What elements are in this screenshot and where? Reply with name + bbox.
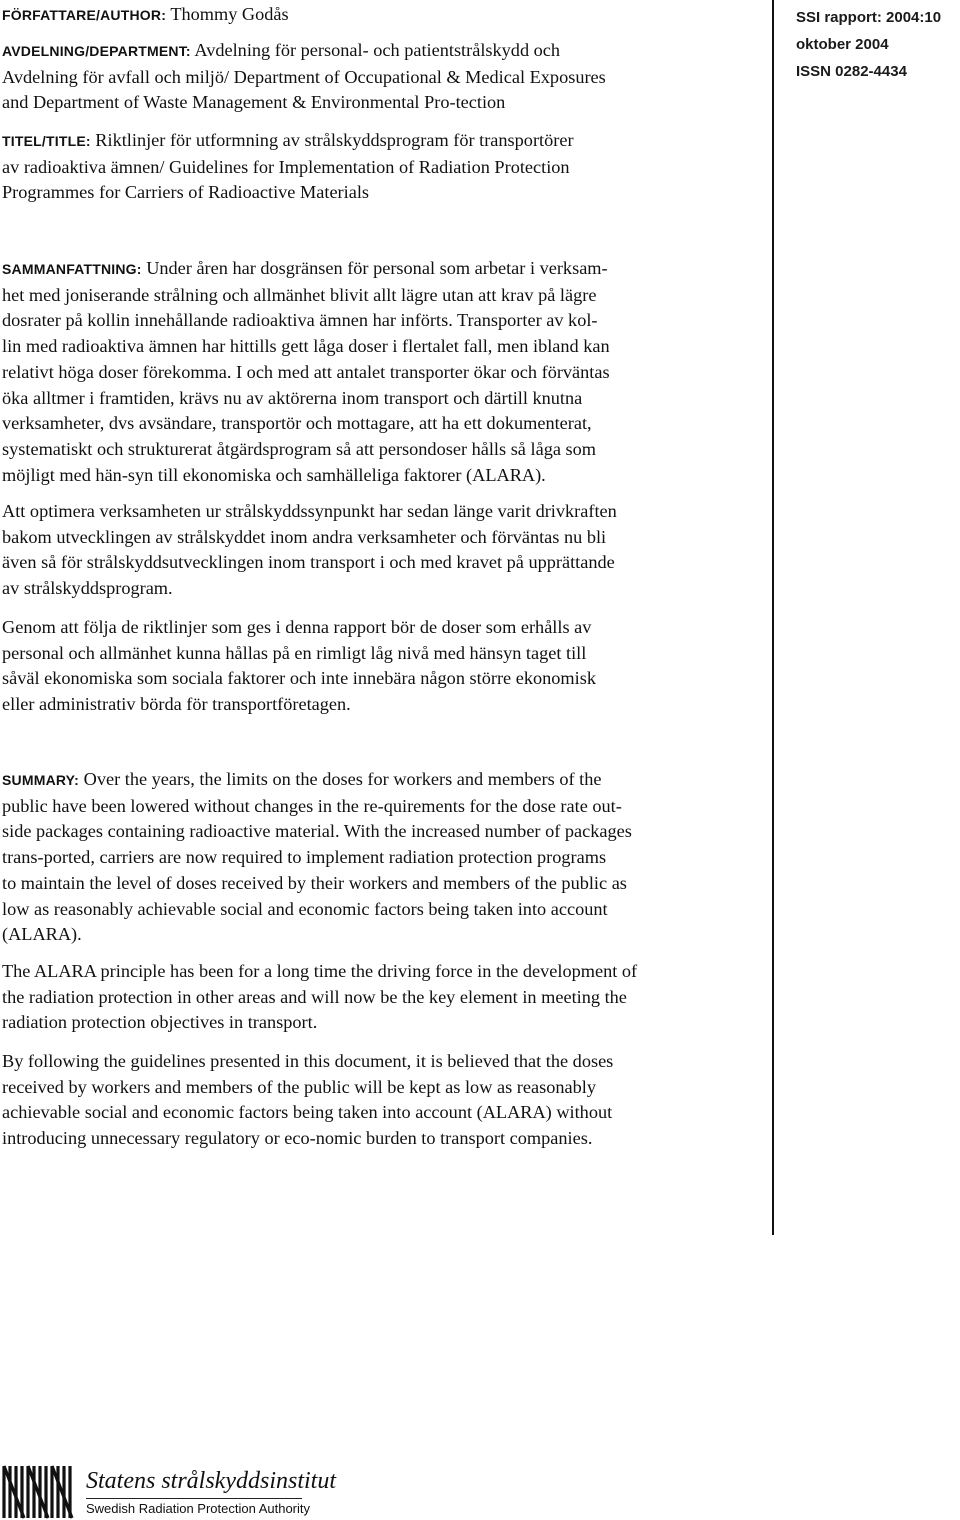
paragraph-line: By following the guidelines presented in this document, it is believed that the doses (2, 1051, 614, 1071)
department-label: AVDELNING/DEPARTMENT: (2, 43, 191, 59)
department-block (2, 38, 606, 116)
author-label: FÖRFATTARE/AUTHOR: (2, 7, 167, 23)
paragraph-line: The ALARA principle has been for a long time the driving force in the development of (2, 961, 638, 981)
paragraph-line: dosrater på kollin innehållande radioaktiva ämnen har införts. Transporter av kol- (2, 310, 598, 331)
department-text-line: and Department of Waste Management & Environmental Pro-tection (2, 92, 506, 113)
paragraph-line: the radiation protection in other areas and will now be the key element in meeting the (2, 986, 627, 1007)
author-name: Thommy Godås (170, 4, 289, 24)
paragraph-line: personal och allmänhet kunna hållas på en rimligt låg nivå med hänsyn taget till (2, 642, 587, 663)
logo-name: Statens strålskyddsinstitut (86, 1468, 337, 1494)
logo-subtitle: Swedish Radiation Protection Authority (86, 1501, 311, 1516)
report-meta (796, 4, 941, 85)
summary-paragraph-3 (2, 1049, 613, 1152)
paragraph-line: även så för strålskyddsutvecklingen inom transport i och med kravet på upprättande (2, 552, 615, 573)
title-block (2, 128, 574, 206)
paragraph-line: (ALARA). (2, 924, 82, 945)
title-label: TITEL/TITLE: (2, 133, 91, 149)
paragraph-line: relativt höga doser förekomma. I och med att antalet transporter ökar och förväntas (2, 361, 610, 382)
title-text-line: Programmes for Carriers of Radioactive Materials (2, 182, 370, 203)
vertical-divider (772, 0, 774, 1235)
summary-paragraph-2 (2, 959, 637, 1036)
paragraph-line: systematiskt och strukturerat åtgärdsprogram så att persondoser hålls så låga som (2, 438, 596, 459)
paragraph-line: side packages containing radioactive material. With the increased number of packages (2, 821, 632, 842)
title-text-line: Riktlinjer för utformning av strålskyddsprogram för transportörer (95, 130, 574, 150)
author-line (2, 2, 289, 29)
paragraph-line: Under åren har dosgränsen för personal som arbetar i verksam- (146, 258, 608, 278)
paragraph-line: received by workers and members of the public will be kept as low as reasonably (2, 1076, 596, 1097)
sammanfattning-paragraph-1 (2, 256, 610, 488)
sammanfattning-paragraph-3 (2, 615, 596, 718)
report-date: oktober 2004 (796, 36, 889, 53)
paragraph-line: het med joniserande strålning och allmänhet blivit allt lägre utan att krav på lägre (2, 284, 597, 305)
paragraph-line: Over the years, the limits on the doses for workers and members of the (83, 769, 602, 789)
paragraph-line: radiation protection objectives in transport. (2, 1012, 318, 1033)
paragraph-line: introducing unnecessary regulatory or eco-nomic burden to transport companies. (2, 1128, 593, 1149)
summary-label: SUMMARY: (2, 772, 80, 788)
paragraph-line: Genom att följa de riktlinjer som ges i denna rapport bör de doser som erhålls av (2, 617, 592, 637)
sammanfattning-paragraph-2 (2, 499, 617, 602)
paragraph-line: verksamheter, dvs avsändare, transportör och mottagare, att ha ett dokumenterat, (2, 413, 592, 434)
department-text-line: Avdelning för avfall och miljö/ Department of Occupational & Medical Exposures (2, 66, 606, 87)
paragraph-line: public have been lowered without changes in the re-quirements for the dose rate out- (2, 795, 622, 816)
paragraph-line: to maintain the level of doses received by their workers and members of the public as (2, 872, 627, 893)
paragraph-line: achievable social and economic factors being taken into account (ALARA) without (2, 1102, 613, 1123)
paragraph-line: öka alltmer i framtiden, krävs nu av aktörerna inom transport och därtill knutna (2, 387, 583, 408)
summary-paragraph-1 (2, 767, 632, 948)
sammanfattning-label: SAMMANFATTNING: (2, 261, 142, 277)
paragraph-line: såväl ekonomiska som sociala faktorer och inte innebära någon större ekonomisk (2, 668, 596, 689)
paragraph-line: eller administrativ börda för transportföretagen. (2, 694, 351, 715)
ssi-logo-icon (2, 1464, 74, 1520)
department-text-line: Avdelning för personal- och patientstrålskydd och (194, 40, 561, 60)
logo-divider (86, 1498, 302, 1499)
paragraph-line: lin med radioaktiva ämnen har hittills gett låga doser i flertalet fall, men ibland kan (2, 336, 610, 357)
paragraph-line: bakom utvecklingen av strålskyddet inom andra verksamheter och förväntas nu bli (2, 526, 607, 547)
paragraph-line: Att optimera verksamheten ur strålskyddssynpunkt har sedan länge varit drivkraften (2, 501, 617, 521)
report-number: SSI rapport: 2004:10 (796, 9, 942, 26)
report-issn: ISSN 0282-4434 (796, 63, 907, 80)
ssi-logo (2, 1464, 337, 1520)
title-text-line: av radioaktiva ämnen/ Guidelines for Implementation of Radiation Protection (2, 156, 570, 177)
paragraph-line: möjligt med hän-syn till ekonomiska och samhälleliga faktorer (ALARA). (2, 464, 546, 485)
paragraph-line: trans-ported, carriers are now required to implement radiation protection programs (2, 847, 607, 868)
paragraph-line: av strålskyddsprogram. (2, 578, 173, 599)
paragraph-line: low as reasonably achievable social and economic factors being taken into account (2, 898, 608, 919)
